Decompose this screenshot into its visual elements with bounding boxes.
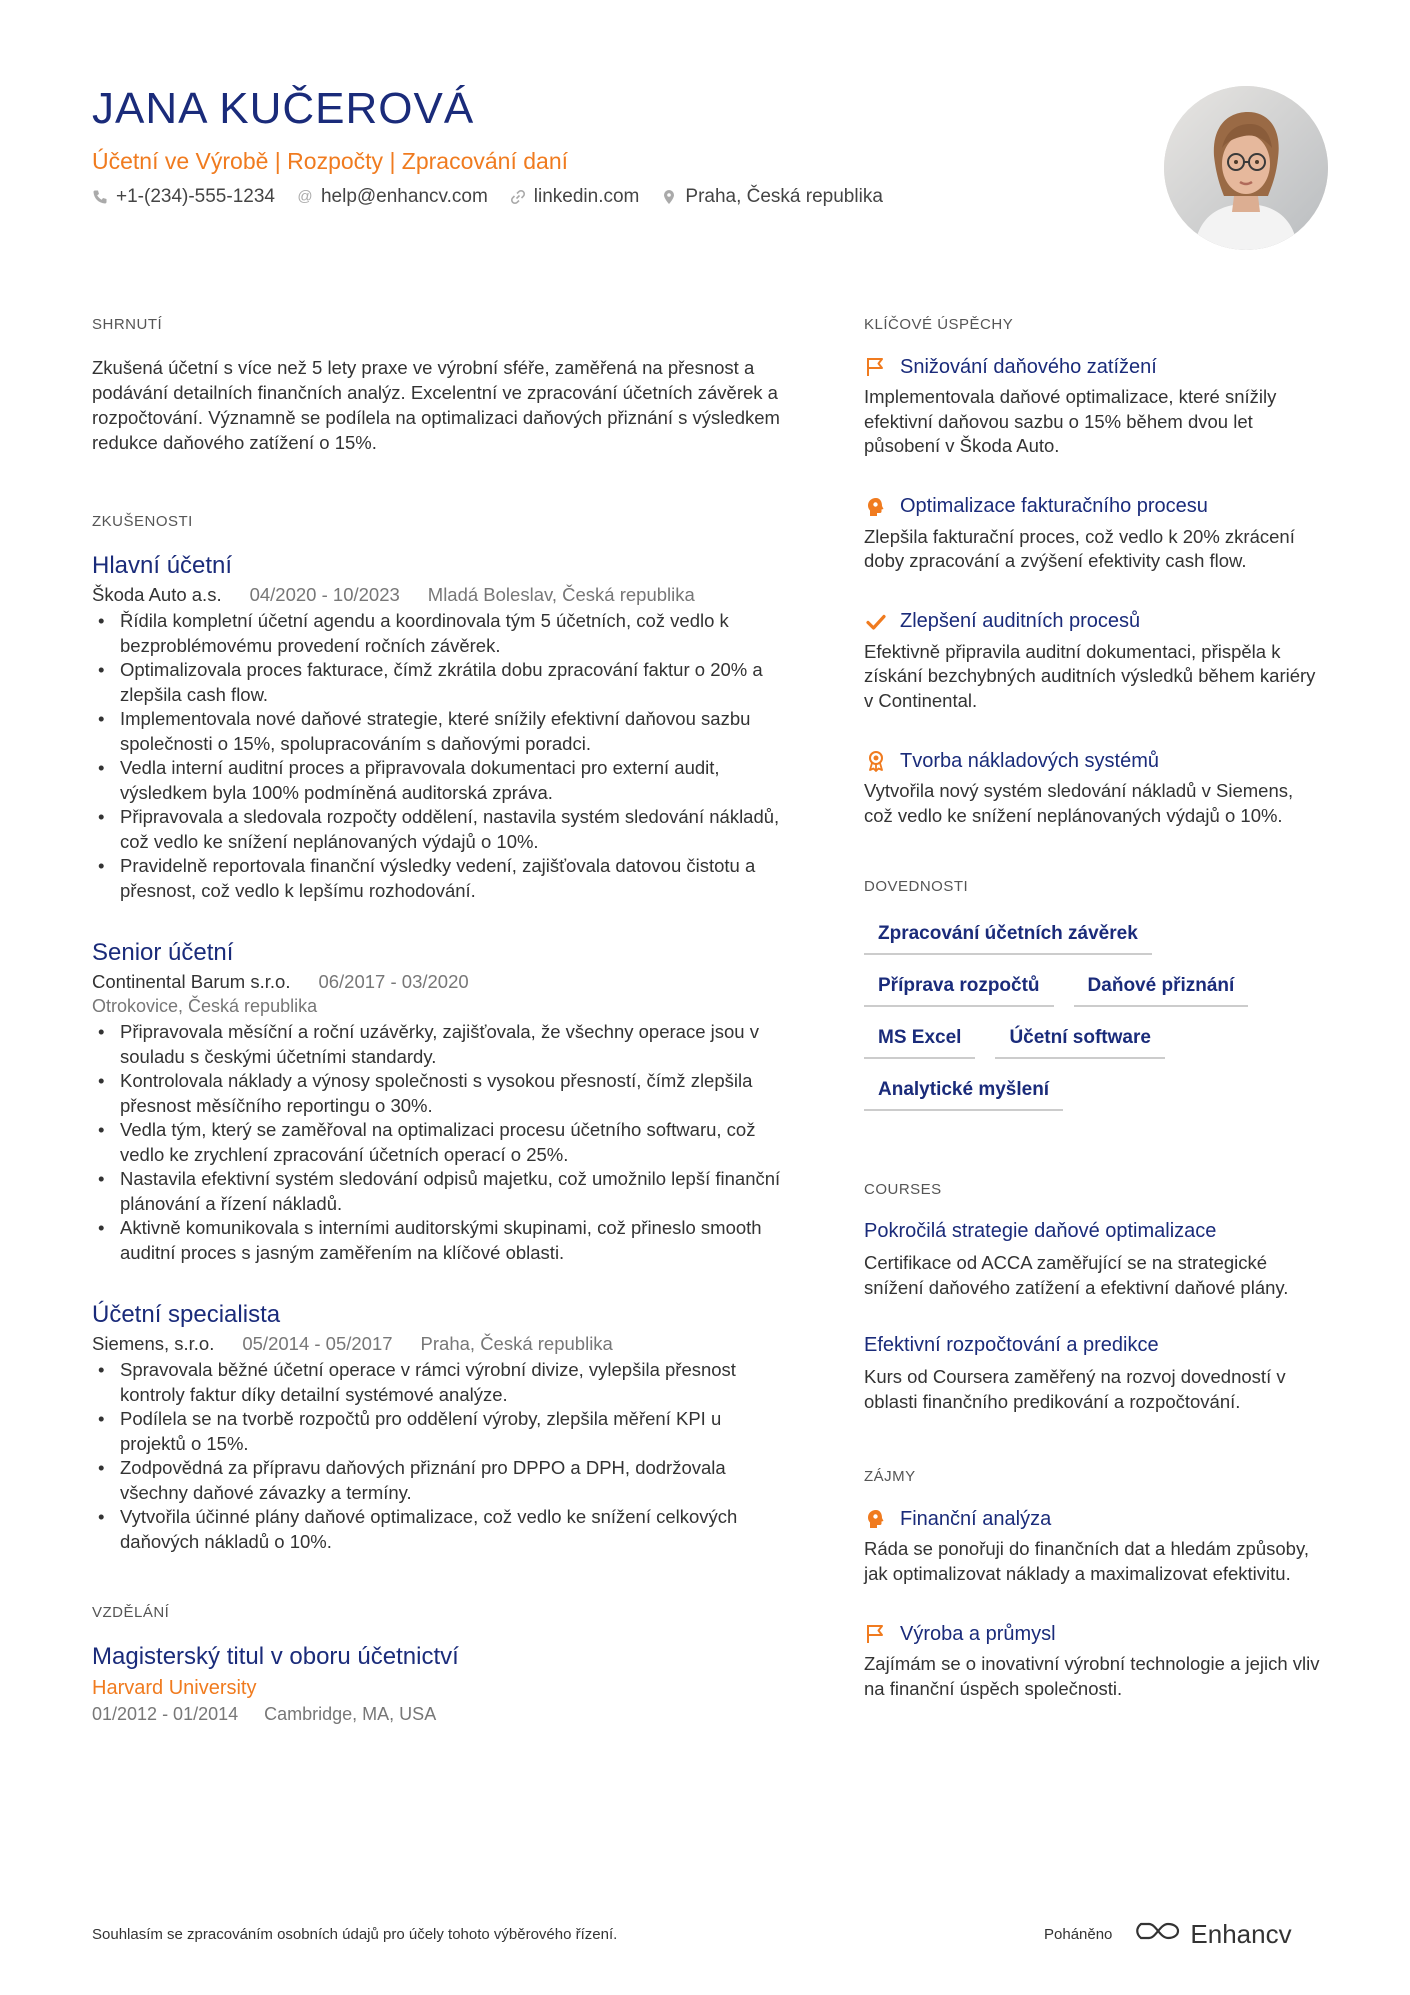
- course-item: [864, 1220, 1324, 1300]
- education-location: Cambridge, MA, USA: [264, 1704, 437, 1724]
- enhancv-logo-icon: [1136, 1918, 1182, 1951]
- job-bullet: • Implementovala nové daňové strategie, které snížily efektivní daňovou sazbu společnosti o 15%, spolupracováním s daňovými poradci.: [92, 707, 792, 756]
- flag-icon: [864, 1622, 888, 1646]
- interest-item: [864, 1507, 1324, 1586]
- job-title: Senior účetní: [92, 939, 234, 966]
- phone-icon: [92, 189, 108, 205]
- education-school: Harvard University: [92, 1677, 257, 1699]
- courses-title: COURSES: [864, 1181, 942, 1198]
- contact-email[interactable]: [297, 186, 488, 208]
- skill-tag: MS Excel: [864, 1021, 975, 1059]
- job-bullet: • Vedla interní auditní proces a připravovala dokumentaci pro externí audit, výsledkem byla 100% podmíněná auditorská zpráva.: [92, 756, 792, 805]
- interest-title: Finanční analýza: [900, 1507, 1052, 1530]
- job-title: Hlavní účetní: [92, 552, 233, 579]
- job-company: Continental Barum s.r.o.: [92, 971, 291, 992]
- achievement-text: Implementovala daňové optimalizace, které snížily efektivní daňovou sazbu o 15% během dvou let působení v Škoda Auto.: [864, 386, 1277, 456]
- job-location: Otrokovice, Česká republika: [92, 996, 318, 1016]
- interest-title: Výroba a průmysl: [900, 1622, 1056, 1645]
- skill-tag: Daňové přiznání: [1074, 969, 1249, 1007]
- achievement-text: Zlepšila fakturační proces, což vedlo k 20% zkrácení doby zpracování a zvýšení efektivity cash flow.: [864, 525, 1295, 571]
- profile-photo: [1164, 86, 1328, 250]
- summary-text: Zkušená účetní s více než 5 lety praxe ve výrobní sféře, zaměřená na přesnost a podávání detailních finančních analýz. Excelentní ve zpracování účetních závěrek a rozpočtování. Významně se podílela na optimalizaci daňových přiznání s výsledkem redukce daňového zatížení o 15%.: [92, 357, 780, 453]
- award-icon: [864, 749, 888, 773]
- contact-phone[interactable]: [92, 186, 275, 208]
- achievement-title: Tvorba nákladových systémů: [900, 749, 1160, 772]
- location-icon: [661, 189, 677, 205]
- summary-section: [92, 316, 792, 455]
- job-meta: [92, 582, 792, 607]
- job-dates: 06/2017 - 03/2020: [318, 971, 469, 992]
- contact-location: [661, 186, 883, 208]
- job-location: Mladá Boleslav, Česká republika: [427, 584, 695, 605]
- job-bullet: • Vytvořila účinné plány daňové optimalizace, což vedlo ke snížení celkových daňových nákladů o 10%.: [92, 1505, 792, 1554]
- education-meta: [92, 1704, 792, 1725]
- flag-icon: [864, 355, 888, 379]
- interest-item: [864, 1622, 1324, 1701]
- powered-by-label: Poháněno: [1044, 1926, 1113, 1943]
- contact-phone-text: +1-(234)-555-1234: [116, 186, 275, 207]
- achievement-text: Efektivně připravila auditní dokumentaci, přispěla k získání bezchybných auditních výsledků během kariéry v Continental.: [864, 640, 1316, 711]
- job-company: Škoda Auto a.s.: [92, 584, 222, 605]
- skill-tag: Příprava rozpočtů: [864, 969, 1054, 1007]
- job-title: Účetní specialista: [92, 1301, 281, 1328]
- job-entry: [92, 939, 792, 1265]
- job-bullet: • Připravovala a sledovala rozpočty oddělení, nastavila systém sledování nákladů, což vedlo ke snížení neplánovaných výdajů o 10%.: [92, 805, 792, 854]
- achievement-title: Snižování daňového zatížení: [900, 355, 1157, 378]
- achievements-section: [864, 316, 1324, 828]
- contact-bar: [92, 186, 883, 208]
- contact-email-text: help@enhancv.com: [320, 186, 488, 207]
- achievement-item: [864, 495, 1324, 574]
- course-text: Certifikace od ACCA zaměřující se na strategické snížení daňového zatížení a efektivní daňové plány.: [864, 1252, 1289, 1298]
- education-section: [92, 1604, 792, 1725]
- achievement-title: Zlepšení auditních procesů: [900, 610, 1141, 632]
- course-item: [864, 1334, 1324, 1414]
- job-company: Siemens, s.r.o.: [92, 1333, 215, 1354]
- achievement-item: [864, 355, 1324, 459]
- interest-text: Zajímám se o inovativní výrobní technologie a jejich vliv na finanční úspěch společnosti.: [864, 1653, 1320, 1699]
- achievement-item: [864, 749, 1324, 828]
- skill-tag: Zpracování účetních závěrek: [864, 917, 1152, 955]
- course-text: Kurs od Coursera zaměřený na rozvoj dovedností v oblasti finančního predikování a rozpočtování.: [864, 1366, 1286, 1412]
- contact-linkedin-text: linkedin.com: [533, 186, 640, 207]
- job-bullet: • Spravovala běžné účetní operace v rámci výrobní divize, vylepšila přesnost kontroly faktur díky detailní systémové analýze.: [92, 1358, 792, 1407]
- check-icon: [864, 610, 888, 634]
- skills-title: DOVEDNOSTI: [864, 878, 969, 895]
- job-entry: [92, 552, 792, 903]
- left-column: [92, 316, 792, 1725]
- head-icon: [864, 1507, 888, 1531]
- job-bullet: • Nastavila efektivní systém sledování odpisů majetku, což umožnilo lepší finanční plánování a řízení nákladů.: [92, 1167, 792, 1216]
- headline: Účetní ve Výrobě | Rozpočty | Zpracování daní: [92, 148, 569, 174]
- skill-tag: Analytické myšlení: [864, 1073, 1063, 1111]
- job-bullet: • Připravovala měsíční a roční uzávěrky, zajišťovala, že všechny operace jsou v souladu s českými účetními standardy.: [92, 1020, 792, 1069]
- experience-section: [92, 513, 792, 1554]
- head-icon: [864, 495, 888, 519]
- job-dates: 05/2014 - 05/2017: [242, 1333, 393, 1354]
- link-icon: [510, 189, 526, 205]
- at-icon: @: [297, 188, 313, 205]
- achievement-text: Vytvořila nový systém sledování nákladů v Siemens, což vedlo ke snížení neplánovaných výdajů o 10%.: [864, 780, 1294, 826]
- job-bullet: • Řídila kompletní účetní agendu a koordinovala tým 5 účetních, což vedlo k bezproblémovému provedení ročních závěrek.: [92, 609, 792, 658]
- job-meta: [92, 1331, 792, 1356]
- contact-linkedin[interactable]: [510, 186, 640, 208]
- skills-list: [864, 917, 1324, 1111]
- course-title: Pokročilá strategie daňové optimalizace: [864, 1220, 1217, 1242]
- job-bullet: • Aktivně komunikovala s interními auditorskými skupinami, což přineslo smooth auditní proces s jasným zaměřením na klíčové oblasti.: [92, 1216, 792, 1265]
- experience-title: ZKUŠENOSTI: [92, 513, 193, 530]
- enhancv-logo[interactable]: [1136, 1918, 1291, 1951]
- job-bullet: • Pravidelně reportovala finanční výsledky vedení, zajišťovala datovou čistotu a přesnost, což vedlo k lepšímu rozhodování.: [92, 854, 792, 903]
- contact-location-text: Praha, Česká republika: [685, 186, 883, 207]
- job-dates: 04/2020 - 10/2023: [249, 584, 400, 605]
- course-title: Efektivní rozpočtování a predikce: [864, 1334, 1159, 1356]
- achievement-title: Optimalizace fakturačního procesu: [900, 495, 1208, 517]
- job-bullet: • Podílela se na tvorbě rozpočtů pro oddělení výroby, zlepšila měření KPI u projektů o 15%.: [92, 1407, 792, 1456]
- enhancv-logo-text: Enhancv: [1190, 1919, 1292, 1949]
- right-column: [864, 316, 1324, 1737]
- courses-section: [864, 1181, 1324, 1414]
- footer-branding: [1044, 1918, 1292, 1951]
- job-bullets: [92, 609, 792, 903]
- job-bullets: [92, 1358, 792, 1554]
- achievement-item: [864, 610, 1324, 714]
- job-bullets: [92, 1020, 792, 1265]
- job-bullet: • Vedla tým, který se zaměřoval na optimalizaci procesu účetního softwaru, což vedlo ke zrychlení zpracování účetních operací o 25%.: [92, 1118, 792, 1167]
- interests-section: [864, 1468, 1324, 1701]
- education-title: VZDĚLÁNÍ: [92, 1604, 170, 1621]
- job-bullet: • Kontrolovala náklady a výnosy společnosti s vysokou přesností, čímž zlepšila přesnost měsíčního reportingu o 30%.: [92, 1069, 792, 1118]
- interests-title: ZÁJMY: [864, 1468, 916, 1485]
- skill-tag: Účetní software: [995, 1021, 1164, 1059]
- candidate-name: JANA KUČEROVÁ: [92, 84, 475, 133]
- summary-title: SHRNUTÍ: [92, 316, 163, 333]
- interest-text: Ráda se ponořuji do finančních dat a hledám způsoby, jak optimalizovat náklady a maximalizovat efektivitu.: [864, 1538, 1309, 1584]
- job-entry: [92, 1301, 792, 1554]
- job-location: Praha, Česká republika: [420, 1333, 613, 1354]
- education-dates: 01/2012 - 01/2014: [92, 1704, 239, 1724]
- skills-section: [864, 878, 1324, 1111]
- job-meta: [92, 969, 792, 994]
- job-bullet: • Optimalizovala proces fakturace, čímž zkrátila dobu zpracování faktur o 20% a zlepšila cash flow.: [92, 658, 792, 707]
- achievements-title: KLÍČOVÉ ÚSPĚCHY: [864, 316, 1014, 333]
- consent-text: Souhlasím se zpracováním osobních údajů pro účely tohoto výběrového řízení.: [92, 1926, 618, 1943]
- education-degree: Magisterský titul v oboru účetnictví: [92, 1643, 459, 1670]
- job-bullet: • Zodpovědná za přípravu daňových přiznání pro DPPO a DPH, dodržovala všechny daňové závazky a termíny.: [92, 1456, 792, 1505]
